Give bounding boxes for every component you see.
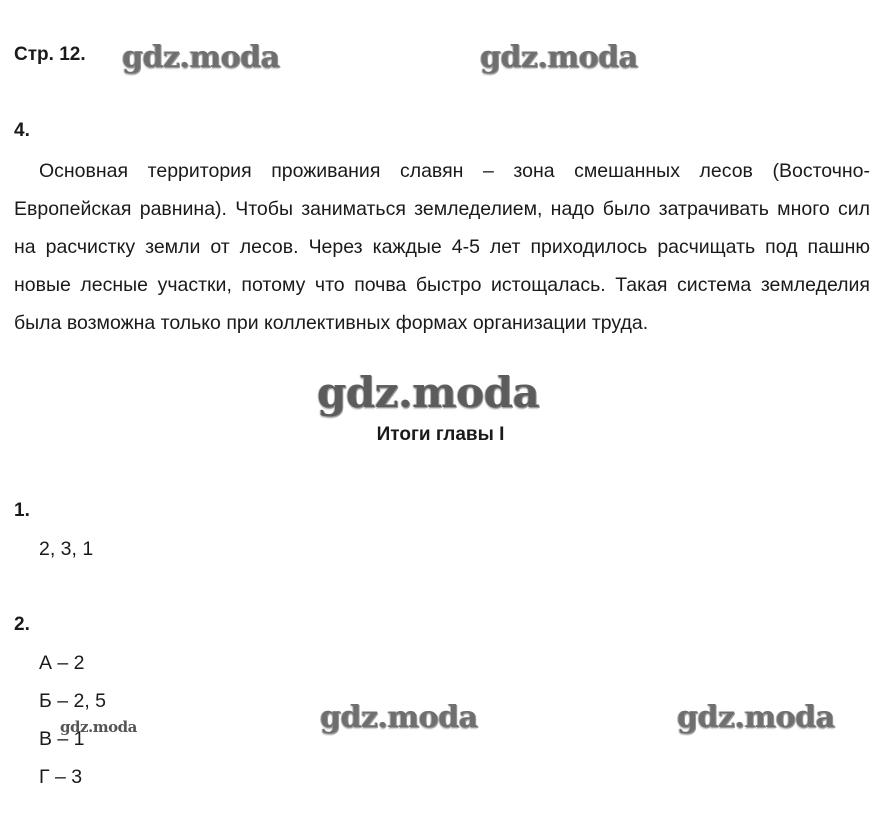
task-number: 4. <box>14 120 30 141</box>
page-label: Стр. 12. <box>14 44 86 65</box>
task-answer-item: Б – 2, 5 <box>39 690 107 712</box>
task-number: 1. <box>14 500 30 521</box>
task-answer-item: Г – 3 <box>39 766 83 788</box>
task-answer-text: Основная территория проживания славян – зона смешанных лесов (Восточно-Европейская равнина). Чтобы заниматься земледелием, надо было затрачивать много сил на расчистку земли от лесов. Через каждые 4-5 лет приходилось расчищать под пашню новые лесные участки, потому что почва быстро истощалась. Такая система земледелия была возможна только при коллективных формах организации труда. <box>14 160 870 334</box>
watermark: gdz.moda <box>480 40 638 75</box>
watermark: gdz.moda <box>317 368 540 417</box>
task-answer-item: А – 2 <box>39 652 85 674</box>
watermark: gdz.moda <box>60 718 137 736</box>
watermark: gdz.moda <box>122 40 280 75</box>
task-answer: 2, 3, 1 <box>39 538 94 560</box>
task-number: 2. <box>14 614 30 635</box>
watermark: gdz.moda <box>677 700 835 735</box>
task-answer-item: В – 1 <box>39 728 85 750</box>
chapter-title: Итоги главы I <box>376 424 505 445</box>
watermark: gdz.moda <box>320 700 478 735</box>
